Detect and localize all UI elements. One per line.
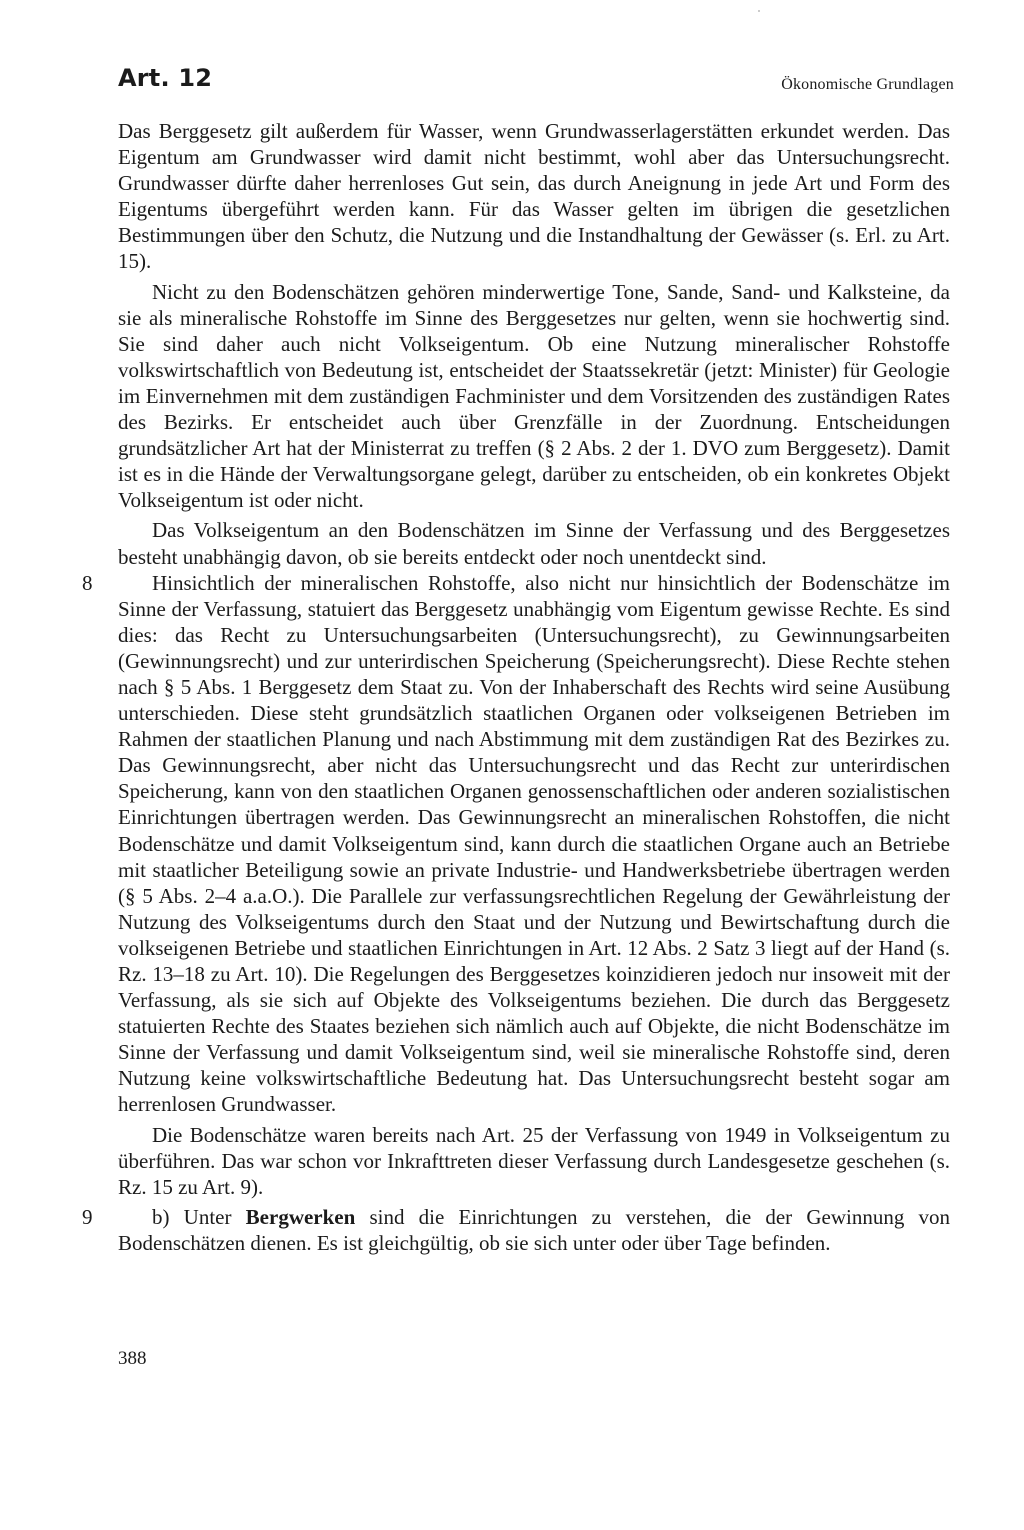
page-number: 388 [118,1348,147,1369]
paragraph-5 [118,1122,950,1200]
scan-speck [758,10,760,12]
paragraph-suffix: sind die Einrichtungen zu verstehen, die der Gewinnung von Bodenschätzen dienen. Es ist gleichgültig, ob sie sich unter oder über Tage befinden. [118,1204,951,1255]
margin-number: 9 [82,1204,93,1229]
paragraph-text: Die Bodenschätze waren bereits nach Art. 25 der Verfassung von 1949 in Volkseigentum zu überführen. Das war schon vor Inkrafttreten dieser Verfassung durch Landesgesetze geschehen (s. Rz. 15 zu Art. 9). [118,1122,950,1199]
paragraph-2 [118,279,950,514]
paragraph-3 [118,517,950,569]
running-title: Ökonomische Grundlagen [781,76,954,93]
margin-number: 8 [82,570,93,595]
paragraph-text: Hinsichtlich der mineralischen Rohstoffe, also nicht nur hinsichtlich der Bodenschätze im Sinne der Verfassung, statuiert das Berggesetz unabhängig vom Eigentum gewisse Rechte. Es sind dies: das Recht zu Untersuchungsarbeiten (Untersuchungsrecht), zu Gewinnungsarbeiten (Gewinnungsrecht) und zur unterirdischen Speicherung (Speicherungsrecht). Diese Rechte stehen nach § 5 Abs. 1 Berggesetz dem Staat zu. Von der Inhaberschaft des Rechts wird seine Ausübung unterschieden. Diese steht grundsätzlich staatlichen Organen oder volkseigenen Betrieben im Rahmen der staatlichen Planung und nach Abstimmung mit dem zuständigen Rat des Bezirkes zu. Das Gewinnungsrecht, aber nicht das Untersuchungsrecht und das Recht zur unterirdischen Speicherung, kann von den staatlichen Organen genossenschaftlichen oder anderen sozialistischen Einrichtungen übertragen werden. Das Gewinnungsrecht an mineralischen Rohstoffen, die nicht Bodenschätze und damit Volkseigentum sind, kann durch die staatlichen Organe auch an Betriebe mit staatlicher Beteiligung sowie an private Industrie- und Handwerksbetriebe übertragen werden (§ 5 Abs. 2–4 a.a.O.). Die Parallele zur verfassungsrechtlichen Regelung der Gewährleistung der Nutzung des Volkseigentums durch den Staat und der Nutzung und Bewirtschaftung durch die volkseigenen Betriebe und staatlichen Einrichtungen in Art. 12 Abs. 2 Satz 3 liegt auf der Hand (s. Rz. 13–18 zu Art. 10). Die Regelungen des Berggesetzes koinzidieren jedoch nur insoweit mit der Verfassung, als sie sich auf Objekte des Volkseigentums beziehen. Die durch das Berggesetz statuierten Rechte des Staates beziehen sich nämlich auch auf Objekte, die nicht Bodenschätze im Sinne der Verfassung und damit Volkseigentum sind, weil sie mineralische Rohstoffe sind, deren Nutzung keine volkswirtschaftliche Bedeutung hat. Das Untersuchungsrecht besteht sogar am herrenlosen Grundwasser. [118,570,950,1117]
body-text [82,118,951,1256]
paragraph-text: Das Berggesetz gilt außerdem für Wasser, wenn Grundwasserlagerstätten erkundet werden. Das Eigentum am Grundwasser wird damit nicht bestimmt, wohl aber das Untersuchungsrecht. Grundwasser dürfte daher herrenloses Gut sein, das durch Aneignung in jede Art und Form des Eigentums übergeführt werden kann. Für das Wasser gelten im übrigen die gesetzlichen Bestimmungen über den Schutz, die Nutzung und die Instandhaltung der Gewässer (s. Erl. zu Art. 15). [118,119,950,274]
paragraph-text: Das Volkseigentum an den Bodenschätzen im Sinne der Verfassung und des Berggesetzes besteht unabhängig davon, ob sie bereits entdeckt oder noch unentdeckt sind. [118,518,950,569]
paragraph-4 [82,570,950,1118]
paragraph-prefix: b) Unter [152,1204,246,1229]
article-heading: Art. 12 [118,64,213,92]
paragraph-text: Nicht zu den Bodenschätzen gehören minderwertige Tone, Sande, Sand- und Kalksteine, da sie als mineralische Rohstoffe im Sinne des Berggesetzes nur gelten, wenn sie hochwertig sind. Sie sind daher auch nicht Volkseigentum. Ob eine Nutzung mineralischer Rohstoffe volkswirtschaftlich von Bedeutung ist, entscheidet der Staatssekretär (jetzt: Minister) für Geologie im Einvernehmen mit dem zuständigen Fachminister und dem Vorsitzenden des zuständigen Rates des Bezirks. Er entscheidet auch über Grenzfälle in der Zuordnung. Entscheidungen grundsätzlicher Art hat der Ministerrat zu treffen (§ 2 Abs. 2 der 1. DVO zum Berggesetz). Damit ist es in die Hände der Verwaltungsorgane gelegt, darüber zu entscheiden, ob ein konkretes Objekt Volkseigentum ist oder nicht. [118,279,950,513]
paragraph-6 [82,1204,951,1256]
bold-term: Bergwerken [245,1204,356,1229]
paragraph-1 [118,118,950,275]
